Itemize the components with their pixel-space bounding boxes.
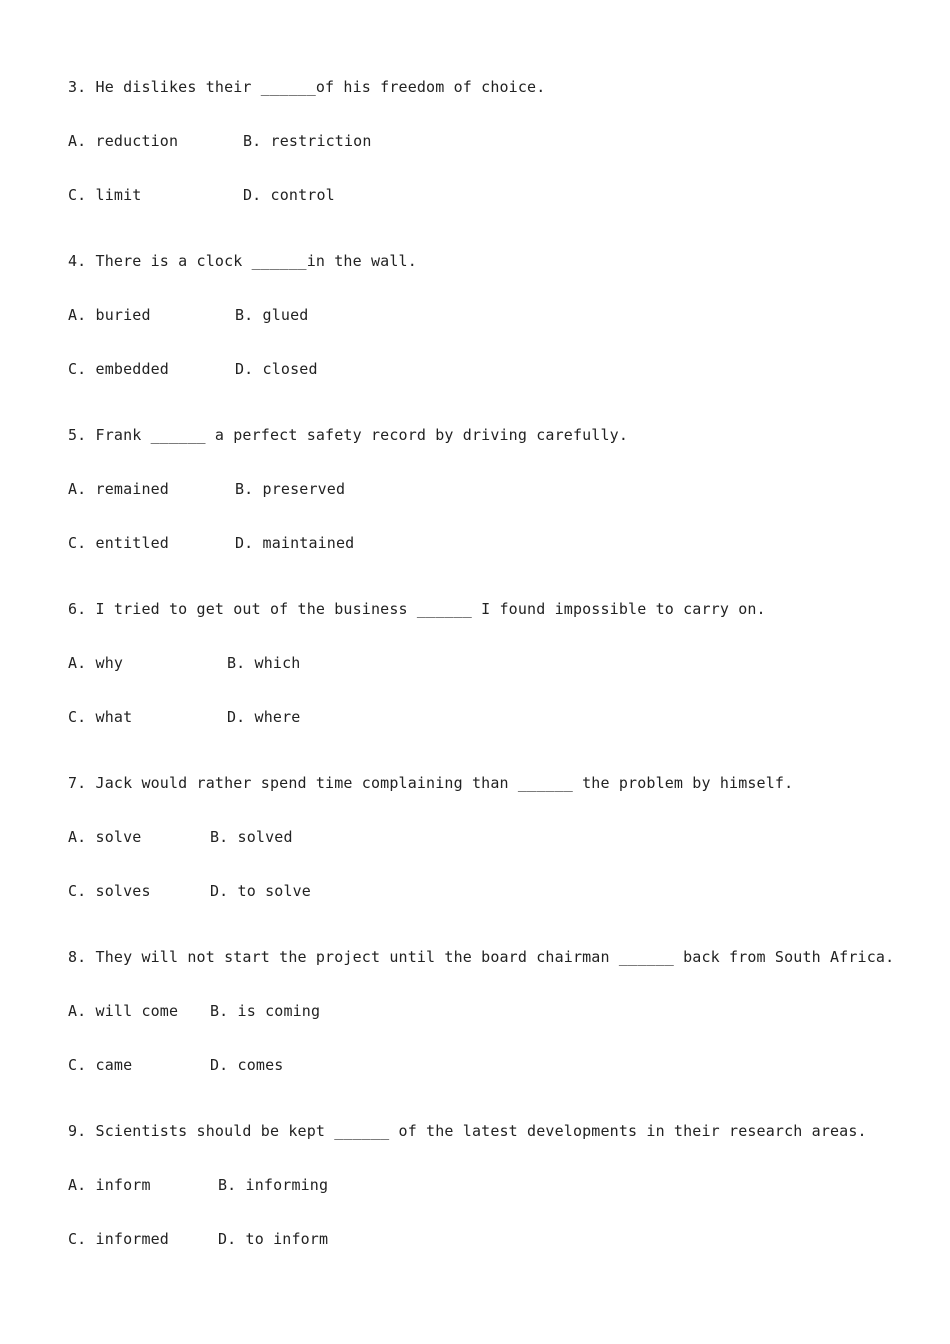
question-7-stem: 7. Jack would rather spend time complaining than ______ the problem by himself. [68, 774, 794, 792]
question-7-option-d: D. to solve [210, 882, 311, 900]
question-6-option-d: D. where [227, 708, 301, 726]
question-6-stem: 6. I tried to get out of the business ______ I found impossible to carry on. [68, 600, 766, 618]
question-4-option-b: B. glued [235, 306, 309, 324]
question-9-option-a: A. inform [68, 1176, 151, 1194]
question-5-stem: 5. Frank ______ a perfect safety record by driving carefully. [68, 426, 629, 444]
question-8-option-b: B. is coming [210, 1002, 321, 1020]
question-7-option-c: C. solves [68, 882, 151, 900]
question-3-stem: 3. He dislikes their ______of his freedom of choice. [68, 78, 546, 96]
question-7-option-b: B. solved [210, 828, 293, 846]
question-5-option-c: C. entitled [68, 534, 169, 552]
question-6-option-a: A. why [68, 654, 124, 672]
question-4-option-a: A. buried [68, 306, 151, 324]
question-7-option-a: A. solve [68, 828, 142, 846]
question-9-stem: 9. Scientists should be kept ______ of the latest developments in their research areas. [68, 1122, 867, 1140]
question-3-option-a: A. reduction [68, 132, 179, 150]
question-5-option-d: D. maintained [235, 534, 355, 552]
question-5-option-b: B. preserved [235, 480, 346, 498]
question-3-option-d: D. control [243, 186, 335, 204]
question-8-stem: 8. They will not start the project until the board chairman ______ back from South Africa. [68, 948, 895, 966]
question-4-option-d: D. closed [235, 360, 318, 378]
question-8-option-a: A. will come [68, 1002, 179, 1020]
question-9-option-b: B. informing [218, 1176, 329, 1194]
question-6-option-c: C. what [68, 708, 133, 726]
question-8-option-d: D. comes [210, 1056, 284, 1074]
question-4-option-c: C. embedded [68, 360, 169, 378]
question-8-option-c: C. came [68, 1056, 133, 1074]
question-4-stem: 4. There is a clock ______in the wall. [68, 252, 417, 270]
question-6-option-b: B. which [227, 654, 301, 672]
question-3-option-b: B. restriction [243, 132, 372, 150]
question-9-option-d: D. to inform [218, 1230, 329, 1248]
question-5-option-a: A. remained [68, 480, 169, 498]
question-9-option-c: C. informed [68, 1230, 169, 1248]
question-3-option-c: C. limit [68, 186, 142, 204]
